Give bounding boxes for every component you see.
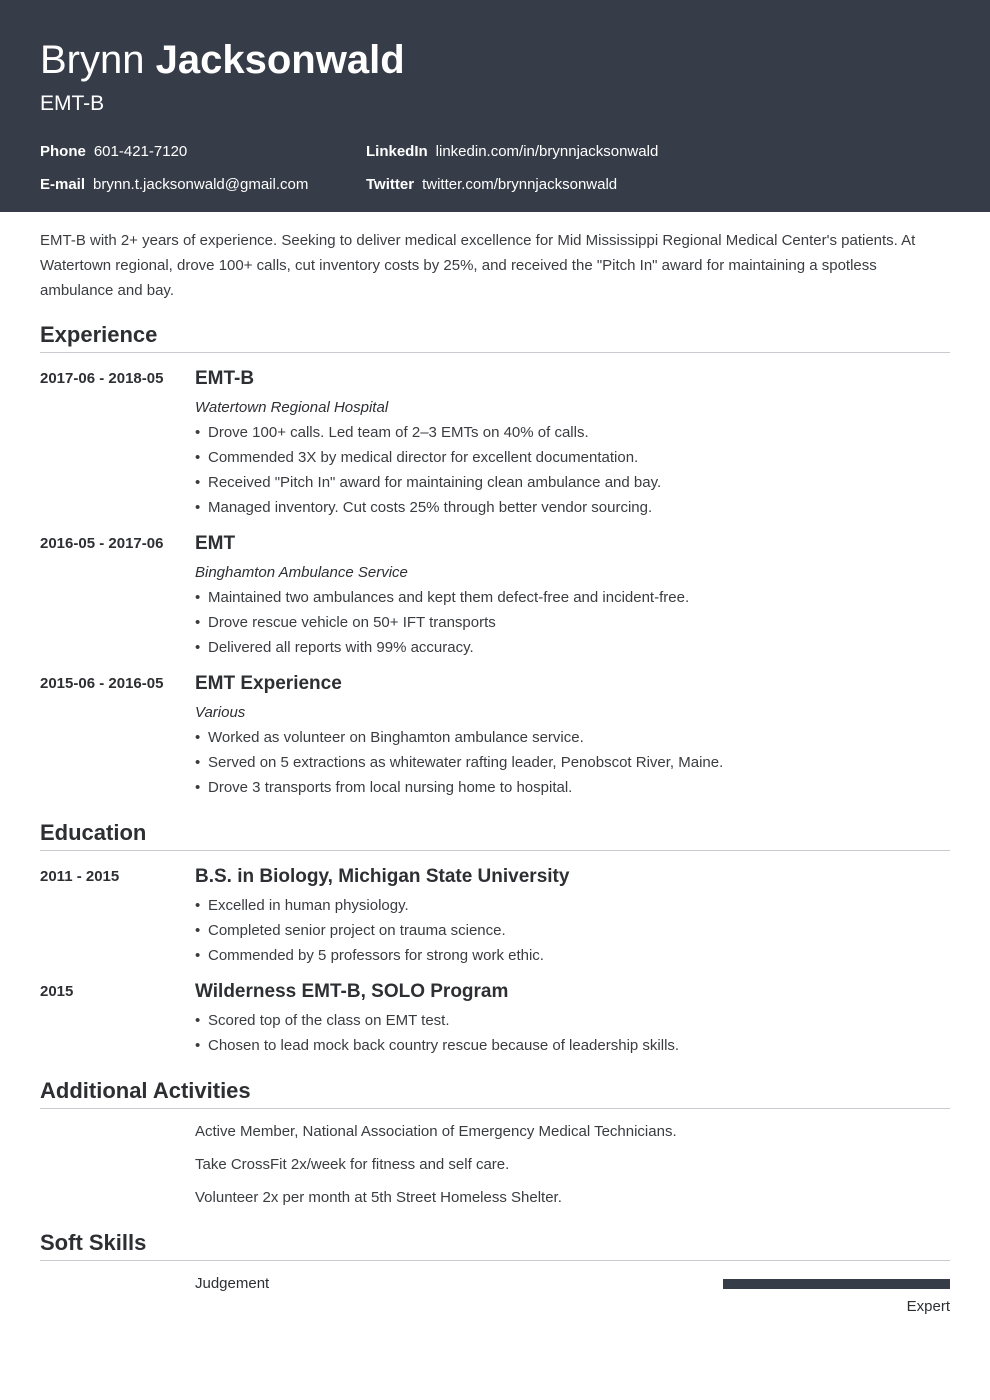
bullet-item: • Commended 3X by medical director for excellent documentation. — [195, 449, 639, 466]
entry-dates: 2011 - 2015 — [40, 868, 120, 885]
skill-level-fill — [723, 1279, 950, 1289]
contact-value: linkedin.com/in/brynnjacksonwald — [435, 143, 659, 160]
contact-value: 601-421-7120 — [93, 143, 188, 160]
contact-label: LinkedIn — [366, 143, 428, 160]
section-divider — [40, 1260, 950, 1261]
bullet-item: • Chosen to lead mock back country rescue because of leadership skills. — [195, 1037, 680, 1054]
entry-title: EMT Experience — [195, 673, 342, 694]
last-name: Jacksonwald — [155, 38, 405, 82]
entry-dates: 2015 — [40, 983, 74, 1000]
bullet-item: • Completed senior project on trauma science. — [195, 922, 506, 939]
entry-organization: Binghamton Ambulance Service — [195, 564, 408, 581]
section-divider — [40, 352, 950, 353]
first-name: Brynn — [40, 38, 145, 82]
education-heading: Education — [40, 820, 147, 845]
entry-organization: Various — [195, 704, 246, 721]
contact-label: E-mail — [40, 176, 86, 193]
experience-heading: Experience — [40, 322, 158, 347]
bullet-item: • Maintained two ambulances and kept them defect-free and incident-free. — [195, 589, 690, 606]
skill-level-bar — [723, 1279, 950, 1289]
contact-value: twitter.com/brynnjacksonwald — [422, 176, 618, 193]
bullet-item: • Worked as volunteer on Binghamton ambulance service. — [195, 729, 584, 746]
soft-skills-heading: Soft Skills — [40, 1230, 147, 1255]
entry-title: EMT — [195, 533, 236, 554]
candidate-name — [40, 36, 405, 84]
contact-label: Twitter — [366, 176, 415, 193]
bullet-item: • Drove rescue vehicle on 50+ IFT transports — [195, 614, 496, 631]
bullet-item: • Drove 100+ calls. Led team of 2–3 EMTs on 40% of calls. — [195, 424, 589, 441]
entry-dates: 2017-06 - 2018-05 — [40, 370, 164, 387]
bullet-item: • Delivered all reports with 99% accuracy. — [195, 639, 474, 656]
summary-paragraph: EMT-B with 2+ years of experience. Seeking to deliver medical excellence for Mid Mississippi Regional Medical Center's patients. At Watertown regional, drove 100+ calls, cut inventory costs by 25%, and received the "Pitch In" award for maintaining a spotless ambulance and bay. — [40, 232, 916, 299]
entry-dates: 2016-05 - 2017-06 — [40, 535, 164, 552]
entry-title: B.S. in Biology, Michigan State University — [195, 866, 570, 887]
bullet-item: • Excelled in human physiology. — [195, 897, 409, 914]
contact-label: Phone — [40, 143, 86, 160]
activity-item: Active Member, National Association of Emergency Medical Technicians. — [195, 1123, 677, 1140]
entry-title: Wilderness EMT-B, SOLO Program — [195, 981, 509, 1002]
bullet-item: • Commended by 5 professors for strong work ethic. — [195, 947, 544, 964]
job-title: EMT-B — [40, 92, 105, 115]
bullet-item: • Scored top of the class on EMT test. — [195, 1012, 450, 1029]
section-divider — [40, 1108, 950, 1109]
contact-twitter — [366, 176, 617, 194]
activity-item: Volunteer 2x per month at 5th Street Homeless Shelter. — [195, 1189, 562, 1206]
contact-value: brynn.t.jacksonwald@gmail.com — [93, 176, 309, 193]
activity-item: Take CrossFit 2x/week for fitness and self care. — [195, 1156, 510, 1173]
entry-dates: 2015-06 - 2016-05 — [40, 675, 164, 692]
skill-level-label: Expert — [906, 1298, 950, 1315]
bullet-item: • Received "Pitch In" award for maintaining clean ambulance and bay. — [195, 474, 662, 491]
contact-phone — [40, 143, 187, 161]
entry-organization: Watertown Regional Hospital — [195, 399, 389, 416]
contact-linkedin — [366, 143, 658, 161]
resume-header — [0, 0, 990, 212]
bullet-item: • Drove 3 transports from local nursing home to hospital. — [195, 779, 573, 796]
section-divider — [40, 850, 950, 851]
contact-email — [40, 176, 308, 194]
activities-heading: Additional Activities — [40, 1078, 251, 1103]
bullet-item: • Managed inventory. Cut costs 25% through better vendor sourcing. — [195, 499, 653, 516]
bullet-item: • Served on 5 extractions as whitewater rafting leader, Penobscot River, Maine. — [195, 754, 724, 771]
entry-title: EMT-B — [195, 368, 255, 389]
skill-name: Judgement — [195, 1275, 270, 1292]
